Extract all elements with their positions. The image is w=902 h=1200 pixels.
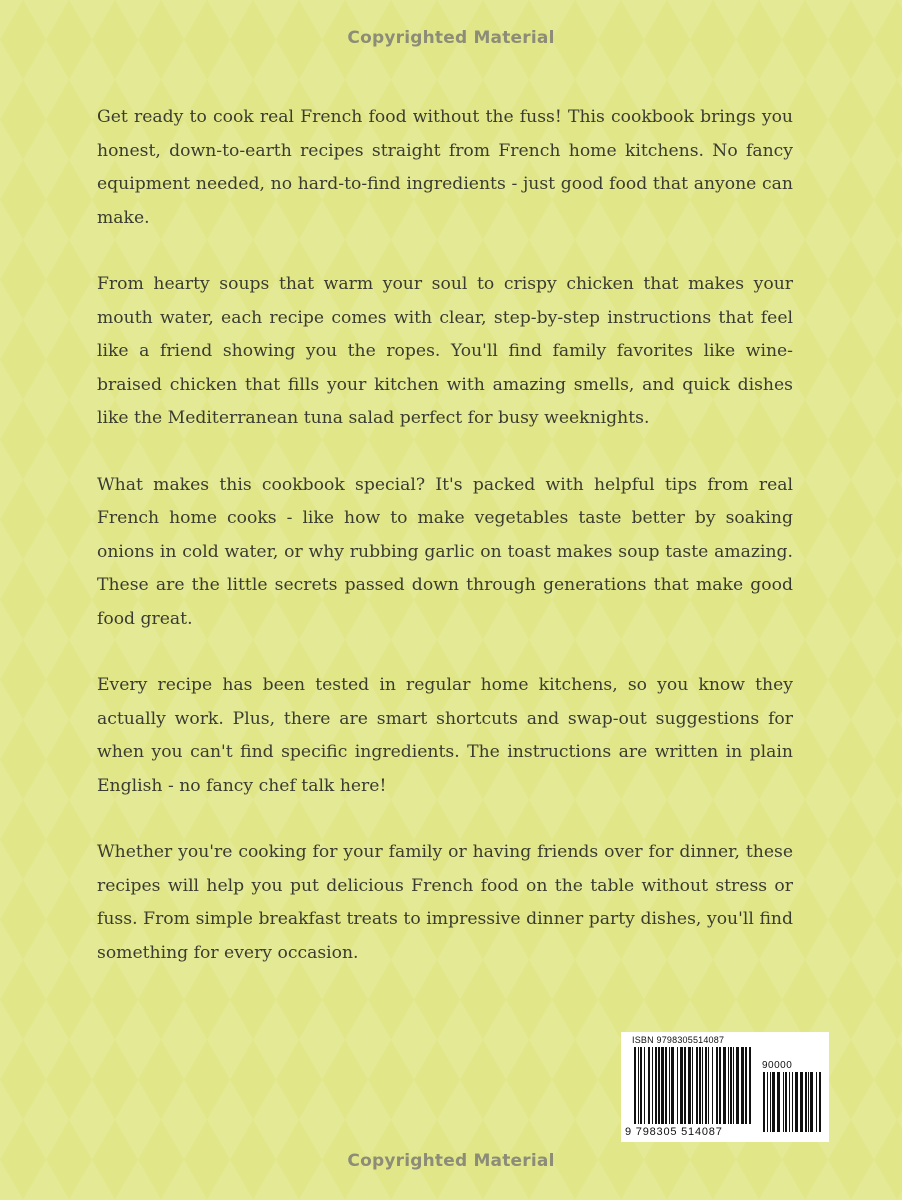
barcode-bar xyxy=(680,1047,683,1124)
barcode-bar xyxy=(671,1047,674,1124)
barcode-bar xyxy=(763,1072,765,1132)
barcode-bar xyxy=(772,1072,775,1132)
barcode-bar xyxy=(819,1072,821,1132)
barcode-bar xyxy=(789,1072,790,1132)
barcode-bar xyxy=(728,1047,729,1124)
barcode-bar xyxy=(719,1047,721,1124)
barcode-bar xyxy=(638,1047,639,1124)
barcode-bar xyxy=(810,1072,813,1132)
paragraph-5: Whether you're cooking for your family or having friends over for dinner, these recipes will help you put delicious French food on the table without stress or fuss. From simple breakfast treats to impressive dinner party dishes, you'll find something for every occasion. xyxy=(97,842,793,963)
barcode-bar xyxy=(634,1047,636,1124)
barcode-bar xyxy=(767,1072,768,1132)
barcode-bar xyxy=(808,1072,809,1132)
barcode-bar xyxy=(644,1047,645,1124)
barcode-bar xyxy=(783,1072,784,1132)
watermark-top: Copyrighted Material xyxy=(347,28,555,48)
barcode-bar xyxy=(696,1047,698,1124)
barcode-bar xyxy=(661,1047,664,1124)
paragraph-2: From hearty soups that warm your soul to crispy chicken that makes your mouth water, each recipe comes with clear, step-by-step instructions that feel like a friend showing you the ropes. You'll find family favorites like wine-braised chicken that fills your kitchen with amazing smells, and quick dishes like the Mediterranean tuna salad perfect for busy weeknights. xyxy=(97,274,793,428)
barcode-bar xyxy=(730,1047,732,1124)
barcode-bar xyxy=(785,1072,787,1132)
barcode-digits: 9 798305 514087 xyxy=(625,1126,723,1138)
isbn-barcode xyxy=(621,1032,829,1142)
barcode-bar xyxy=(648,1047,650,1124)
back-cover-description xyxy=(97,101,793,1003)
paragraph-3: What makes this cookbook special? It's packed with helpful tips from real French home cooks - like how to make vegetables taste better by soaking onions in cold water, or why rubbing garlic on toast makes soup taste amazing. These are the little secrets passed down through generations that make good food great. xyxy=(97,474,793,629)
watermark-bottom: Copyrighted Material xyxy=(347,1151,555,1171)
barcode-bar xyxy=(708,1047,709,1124)
barcode-bar xyxy=(805,1072,807,1132)
barcode-bar xyxy=(777,1072,780,1132)
isbn-label: ISBN 9798305514087 xyxy=(632,1035,725,1045)
barcode-bar xyxy=(688,1047,691,1124)
barcode-bar xyxy=(658,1047,660,1124)
barcode-bar xyxy=(749,1047,751,1124)
price-code: 90000 xyxy=(762,1060,793,1071)
barcode-bar xyxy=(716,1047,718,1124)
paragraph-4: Every recipe has been tested in regular home kitchens, so you know they actually work. Plus, there are smart shortcuts and swap-out suggestions for when you can't find specific ingredients. The instructions are written in plain English - no fancy chef talk here! xyxy=(97,675,793,796)
barcode-bar xyxy=(800,1072,803,1132)
barcode-bar xyxy=(705,1047,707,1124)
barcode-bar xyxy=(652,1047,653,1124)
barcode-bar xyxy=(770,1072,771,1132)
barcode-bar xyxy=(733,1047,734,1124)
barcode-bar xyxy=(741,1047,744,1124)
barcode-bar xyxy=(640,1047,642,1124)
barcode-bar xyxy=(699,1047,701,1124)
barcode-bar xyxy=(665,1047,667,1124)
barcode-bar xyxy=(792,1072,793,1132)
barcode-bar xyxy=(669,1047,670,1124)
barcode-bar xyxy=(795,1072,798,1132)
paragraph-1: Get ready to cook real French food without the fuss! This cookbook brings you honest, down-to-earth recipes straight from French home kitchens. No fancy equipment needed, no hard-to-find ingredients - just good food that anyone can make. xyxy=(97,107,793,228)
barcode-bar xyxy=(736,1047,739,1124)
barcode-bar xyxy=(677,1047,678,1124)
barcode-bar xyxy=(692,1047,693,1124)
barcode-bar xyxy=(702,1047,703,1124)
barcode-bar xyxy=(712,1047,713,1124)
barcode-bar xyxy=(723,1047,726,1124)
barcode-bar xyxy=(655,1047,657,1124)
barcode-bar xyxy=(816,1072,817,1132)
barcode-bar xyxy=(684,1047,686,1124)
barcode-bar xyxy=(745,1047,747,1124)
